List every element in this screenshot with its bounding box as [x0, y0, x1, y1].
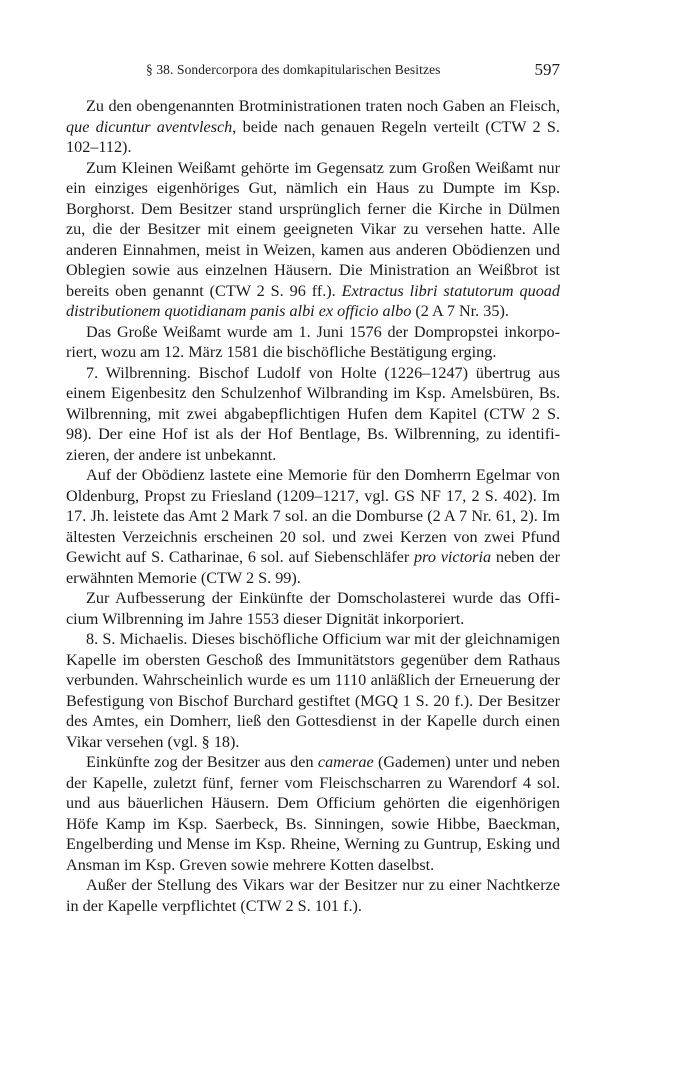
latin-phrase: pro victoria [414, 548, 492, 566]
paragraph-s-michaelis: 8. S. Michaelis. Dieses bischöfliche Officium war mit der gleichnamigen Kapelle im obersten Geschoß des Immunitätstors gegenüber dem Rathaus verbunden. Wahrscheinlich wurde es um 1110 anläßlich der Erneuerung der Befestigung von Bischof Burchard gestiftet (MGQ 1 S. 20 f.). Der Besitzer des Amtes, ein Domherr, ließ den Gottesdienst in der Kapelle durch einen Vikar versehen (vgl. § 18). [66, 630, 560, 751]
latin-phrase: Extractus libri statutorum quoad distributionem quotidianam panis albi ex officio albo [66, 281, 560, 320]
page-header [66, 60, 560, 86]
paragraph-wilbrenning: 7. Wilbrenning. Bischof Ludolf von Holte (1226–1247) übertrug aus einem Eigenbesitz den Schulzenhof Wilbranding im Ksp. Amelsbüren, Bs. Wilbrenning, mit zwei abgabepflichtigen Hufen dem Kapitel (CTW 2 S. 98). Der eine Hof ist als der Hof Bentlage, Bs. Wilbrenning, zu identifizieren, der andere ist unbekannt. [66, 363, 560, 464]
paragraph-meat-gifts: Zu den obengenannten Brotministrationen traten noch Gaben an Fleisch, que dicuntur aventvlesch, beide nach genauen Regeln verteilt (CTW 2 S. 102–112). [66, 97, 560, 156]
paragraph-kleines-weissamt: Zum Kleinen Weißamt gehörte im Gegensatz zum Großen Weißamt nur ein einziges eigenhöriges Gut, nämlich ein Haus zu Dumpte im Ksp. Borghorst. Dem Besitzer stand ursprünglich ferner die Kirche in Dülmen zu, die der Besitzer mit einem geeigneten Vikar zu versehen hatte. Alle anderen Einnahmen, meist in Weizen, kamen aus anderen Obödienzen und Oblegien sowie aus einzelnen Häusern. Die Ministration an Weißbrot ist bereits oben genannt (CTW 2 S. 96 ff.). Extractus libri statutorum quoad distributionem quotidianam panis albi ex officio albo (2 A 7 Nr. 35). [66, 158, 560, 320]
body-text [66, 96, 560, 916]
paragraph-grosses-weissamt: Das Große Weißamt wurde am 1. Juni 1576 der Dompropstei inkorporiert, wozu am 12. März 1581 die bischöfliche Bestätigung erging. [66, 322, 560, 361]
paragraph-nachtkerze: Außer der Stellung des Vikars war der Besitzer nur zu einer Nachtkerze in der Kapelle verpflichtet (CTW 2 S. 101 f.). [66, 876, 560, 915]
latin-phrase: que dicuntur aventvlesch [66, 117, 233, 136]
paragraph-memorie: Auf der Obödienz lastete eine Memorie für den Domherrn Egelmar von Oldenburg, Propst zu Friesland (1209–1217, vgl. GS NF 17, 2 S. 402). Im 17. Jh. leistete das Amt 2 Mark 7 sol. an die Domburse (2 A 7 Nr. 61, 2). Im ältesten Verzeichnis erscheinen 20 sol. und zwei Kerzen von zwei Pfund Gewicht auf S. Catharinae, 6 sol. auf Siebenschläfer pro victoria neben der erwähnten Memorie (CTW 2 S. 99). [66, 466, 560, 587]
page-number: 597 [534, 60, 560, 79]
running-head: § 38. Sondercorpora des domkapitularischen Besitzes [146, 62, 441, 77]
paragraph-domscholasterei: Zur Aufbesserung der Einkünfte der Domscholasterei wurde das Officium Wilbrenning im Jahre 1553 dieser Dignität inkorporiert. [66, 589, 560, 628]
latin-phrase: camerae [317, 753, 374, 771]
paragraph-einkuenfte: Einkünfte zog der Besitzer aus den camerae (Gademen) unter und neben der Kapelle, zuletzt fünf, ferner vom Fleischscharren zu Warendorf 4 sol. und aus bäuerlichen Häusern. Dem Officium gehörten die eigenhörigen Höfe Kamp im Ksp. Saerbeck, Bs. Sinningen, sowie Hibbe, Baeckman, Engelberding und Mense im Ksp. Rheine, Werning zu Guntrup, Esking und Ansman im Ksp. Greven sowie mehrere Kotten daselbst. [66, 753, 560, 874]
